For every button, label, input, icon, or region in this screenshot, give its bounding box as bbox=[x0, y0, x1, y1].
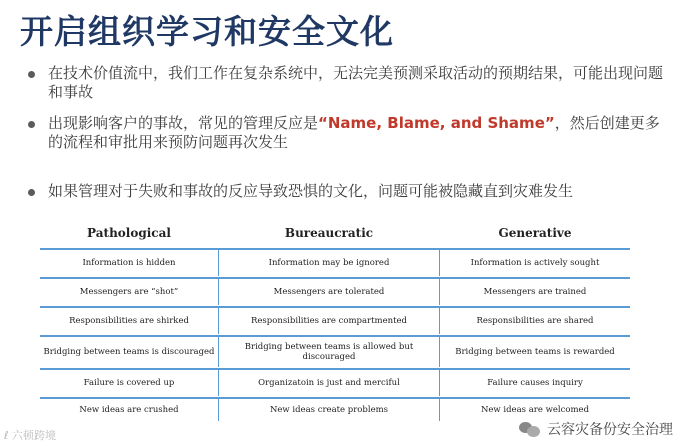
table-row bbox=[40, 337, 630, 367]
table-cell: Organizatoin is just and merciful bbox=[218, 370, 440, 396]
table-cell: New ideas are welcomed bbox=[480, 405, 590, 415]
column-header-generative: Generative bbox=[498, 226, 572, 240]
bullet-text: 如果管理对于失败和事故的反应导致恐惧的文化，问题可能被隐藏直到灾难发生 bbox=[48, 182, 574, 200]
watermark-left: ℓ 六顿跨境 bbox=[4, 429, 57, 442]
table-row bbox=[40, 308, 630, 334]
table-cell: Messengers are “shot” bbox=[79, 287, 179, 297]
table-cell: New ideas are crushed bbox=[79, 405, 179, 415]
bullet-item bbox=[26, 64, 668, 102]
bullet-text: 在技术价值流中，我们工作在复杂系统中，无法完美预测采取活动的预期结果，可能出现问题和事故 bbox=[48, 64, 664, 101]
table-cell: New ideas create problems bbox=[218, 399, 440, 421]
bullet-item bbox=[26, 182, 668, 201]
table-cell: Bridging between teams is allowed but discouraged bbox=[218, 337, 440, 367]
table-cell: Information is hidden bbox=[82, 258, 176, 268]
table-cell: Messengers are tolerated bbox=[218, 279, 440, 305]
bullet-item bbox=[26, 114, 668, 152]
column-header-bureaucratic: Bureaucratic bbox=[284, 226, 374, 240]
wechat-icon bbox=[519, 420, 541, 438]
bullet-dot-icon bbox=[28, 71, 35, 78]
table-row bbox=[40, 250, 630, 276]
table-cell: Information may be ignored bbox=[218, 250, 440, 276]
table-cell: Messengers are trained bbox=[483, 287, 587, 297]
table-cell: Failure causes inquiry bbox=[487, 378, 583, 388]
bullet-text: ，然后创建更多的流程和审批用来预防问题再次发生 bbox=[48, 114, 660, 151]
table-cell: Responsibilities are compartmented bbox=[218, 308, 440, 334]
column-header-pathological: Pathological bbox=[87, 226, 171, 240]
bullet-dot-icon bbox=[28, 189, 35, 196]
page-title: 开启组织学习和安全文化 bbox=[20, 12, 394, 51]
table-cell: Bridging between teams is discouraged bbox=[43, 347, 215, 357]
table-row bbox=[40, 370, 630, 396]
table-row bbox=[40, 399, 630, 421]
table-cell: Bridging between teams is rewarded bbox=[455, 347, 615, 357]
table-cell: Information is actively sought bbox=[470, 258, 600, 268]
table-cell: Responsibilities are shared bbox=[476, 316, 594, 326]
watermark-right-text: 云容灾备份安全治理 bbox=[547, 422, 673, 438]
table-cell: Failure is covered up bbox=[83, 378, 175, 388]
table-row bbox=[40, 279, 630, 305]
bullet-highlight: “Name, Blame, and Shame” bbox=[318, 114, 555, 132]
bullet-dot-icon bbox=[28, 121, 35, 128]
bullet-text: 出现影响客户的事故，常见的管理反应是 bbox=[48, 114, 319, 132]
table-cell: Responsibilities are shirked bbox=[69, 316, 189, 326]
watermark-right bbox=[519, 419, 673, 439]
